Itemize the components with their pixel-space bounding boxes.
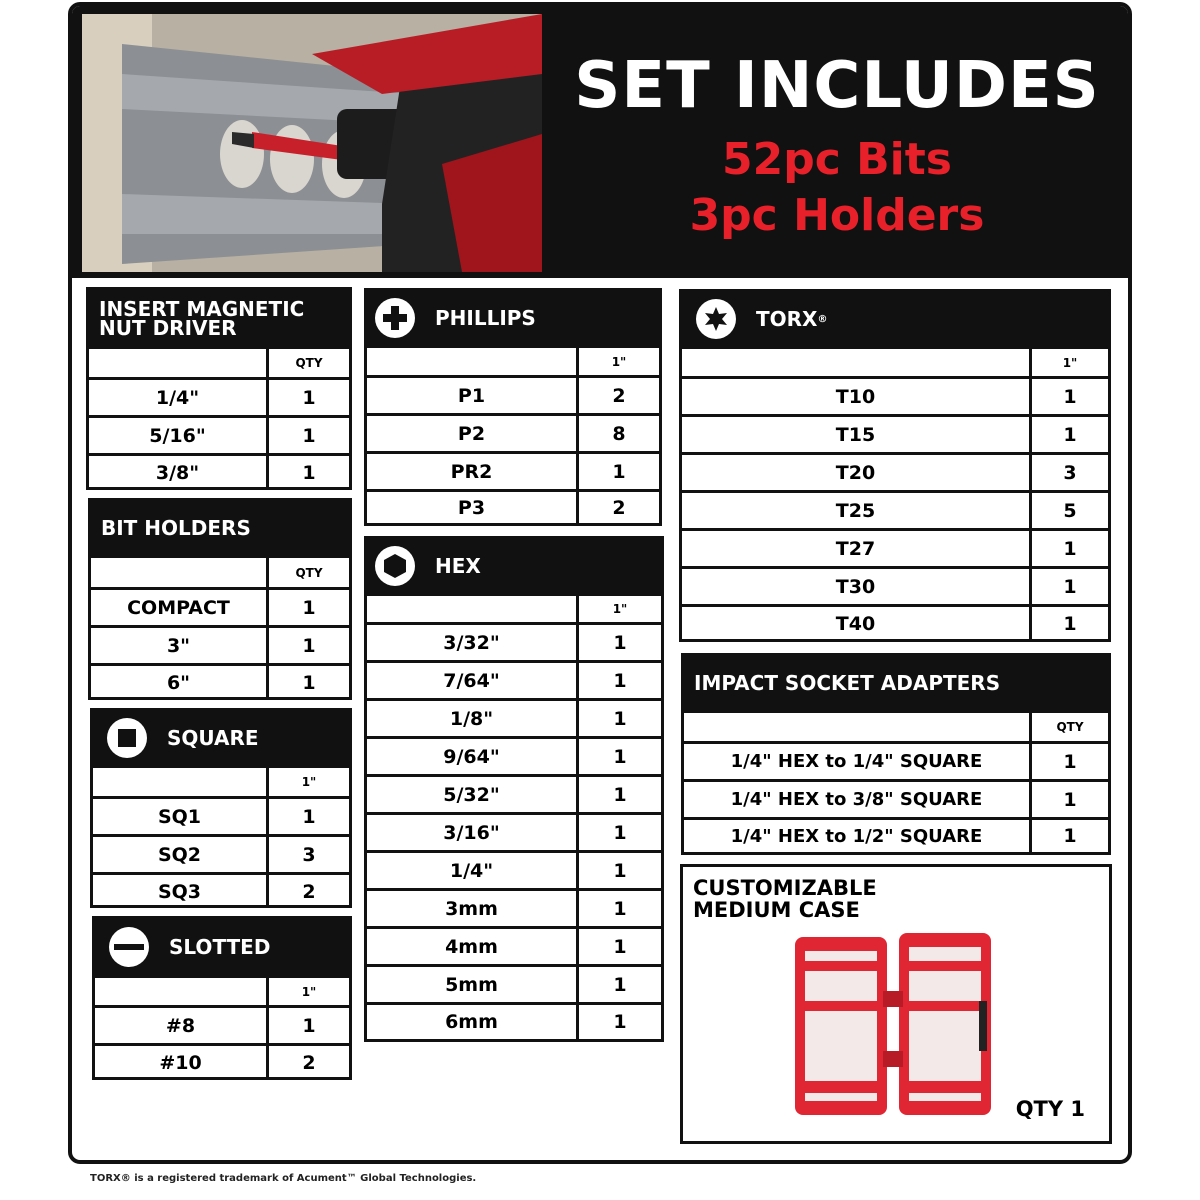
table-row — [367, 964, 661, 1002]
qty-cell: 1 — [302, 596, 316, 619]
table-row — [89, 453, 349, 490]
phillips-table — [364, 288, 662, 526]
hex-bit-icon — [375, 546, 415, 586]
qty-cell: 1 — [1063, 385, 1077, 408]
qty-cell: 1 — [613, 669, 627, 692]
qty-cell: 1 — [302, 805, 316, 828]
table-row — [684, 741, 1108, 779]
size-cell: #10 — [95, 1046, 269, 1080]
empty-header-cell — [95, 978, 269, 1005]
length-header: 1" — [612, 602, 628, 616]
qty-cell: 8 — [612, 422, 626, 445]
empty-header-cell — [367, 596, 579, 622]
table-row — [367, 926, 661, 964]
table-row — [89, 415, 349, 453]
table-row — [684, 779, 1108, 817]
qty-cell: 2 — [302, 880, 316, 903]
length-header: 1" — [301, 775, 317, 789]
table-row — [91, 587, 349, 625]
size-cell: P2 — [367, 416, 579, 451]
phillips-title: PHILLIPS — [435, 305, 536, 330]
table-row — [367, 375, 659, 413]
qty-cell: 1 — [1063, 537, 1077, 560]
size-cell: SQ3 — [93, 875, 269, 908]
table-row — [682, 528, 1108, 566]
size-cell: SQ1 — [93, 799, 269, 834]
size-cell: T27 — [682, 531, 1032, 566]
qty-cell: 1 — [613, 973, 627, 996]
phillips-bit-icon — [375, 298, 415, 338]
hex-heading — [367, 539, 661, 593]
qty-cell: 1 — [1063, 825, 1077, 847]
hex-table — [364, 536, 664, 1042]
length-header: 1" — [611, 354, 627, 369]
qty-cell: 1 — [302, 462, 316, 484]
size-cell: 5/16" — [89, 418, 269, 453]
table-subheader — [91, 555, 349, 587]
table-row — [367, 888, 661, 926]
square-title: SQUARE — [167, 725, 259, 750]
slotted-bit-icon — [109, 927, 149, 967]
product-photo — [82, 14, 542, 272]
nut-driver-heading: INSERT MAGNETIC NUT DRIVER — [89, 290, 349, 346]
size-cell: T30 — [682, 569, 1032, 604]
holder-cell: 3" — [91, 628, 269, 663]
length-header: 1" — [1062, 355, 1078, 370]
size-cell: 3/32" — [367, 625, 579, 660]
adapter-cell: 1/4" HEX to 1/2" SQUARE — [684, 820, 1032, 852]
square-heading — [93, 711, 349, 765]
qty-cell: 1 — [1063, 613, 1077, 635]
qty-cell: 3 — [302, 843, 316, 866]
table-subheader — [89, 346, 349, 377]
size-cell: 1/8" — [367, 701, 579, 736]
table-subheader — [367, 345, 659, 375]
table-row — [91, 663, 349, 700]
size-cell: 3/16" — [367, 815, 579, 850]
qty-cell: 1 — [613, 935, 627, 958]
qty-cell: 1 — [1063, 788, 1077, 811]
case-title: CUSTOMIZABLE MEDIUM CASE — [693, 876, 877, 922]
qty-cell: 1 — [613, 745, 627, 768]
qty-cell: 1 — [1063, 423, 1077, 446]
size-cell: PR2 — [367, 454, 579, 489]
adapter-cell: 1/4" HEX to 3/8" SQUARE — [684, 782, 1032, 817]
qty-cell: 1 — [613, 821, 627, 844]
qty-cell: 1 — [302, 424, 316, 447]
qty-cell: 2 — [302, 1052, 316, 1074]
phillips-heading — [367, 291, 659, 345]
size-cell: #8 — [95, 1008, 269, 1043]
length-header: 1" — [301, 984, 317, 999]
holder-cell: 6" — [91, 666, 269, 700]
table-row — [367, 736, 661, 774]
torx-heading — [682, 292, 1108, 346]
qty-cell: 3 — [1063, 461, 1077, 484]
size-cell: 5/32" — [367, 777, 579, 812]
empty-header-cell — [89, 349, 269, 377]
torx-title: TORX — [756, 306, 818, 331]
size-cell: T25 — [682, 493, 1032, 528]
table-row — [367, 413, 659, 451]
qty-cell: 2 — [612, 384, 626, 407]
table-row — [95, 1005, 349, 1043]
qty-cell: 1 — [612, 460, 626, 483]
qty-cell: 1 — [1063, 750, 1077, 773]
table-row — [367, 698, 661, 736]
adapter-cell: 1/4" HEX to 1/4" SQUARE — [684, 744, 1032, 779]
qty-cell: 1 — [613, 707, 627, 730]
table-row — [367, 489, 659, 523]
square-bit-icon — [107, 718, 147, 758]
size-cell: 1/4" — [367, 853, 579, 888]
size-cell: 6mm — [367, 1005, 579, 1039]
qty-cell: 1 — [613, 631, 627, 654]
empty-header-cell — [93, 768, 269, 796]
size-cell: P3 — [367, 492, 579, 523]
size-cell: T40 — [682, 607, 1032, 641]
qty-cell: 1 — [613, 1011, 627, 1033]
holder-cell: COMPACT — [91, 590, 269, 625]
empty-header-cell — [367, 348, 579, 375]
qty-cell: 1 — [1063, 575, 1077, 598]
bit-holders-table — [88, 498, 352, 700]
registered-mark: ® — [817, 313, 828, 325]
qty-header: QTY — [295, 565, 323, 580]
table-row — [367, 622, 661, 660]
size-cell: 5mm — [367, 967, 579, 1002]
bits-count: 52pc Bits — [722, 134, 952, 185]
slotted-heading — [95, 919, 349, 975]
empty-header-cell — [682, 349, 1032, 376]
qty-cell: 1 — [302, 634, 316, 657]
size-cell: 9/64" — [367, 739, 579, 774]
size-cell: SQ2 — [93, 837, 269, 872]
table-row — [367, 812, 661, 850]
qty-cell: 1 — [302, 672, 316, 694]
size-cell: T10 — [682, 379, 1032, 414]
table-row — [89, 377, 349, 415]
table-row — [682, 566, 1108, 604]
qty-cell: 1 — [302, 1014, 316, 1037]
table-subheader — [367, 593, 661, 622]
size-cell: P1 — [367, 378, 579, 413]
size-cell: 1/4" — [89, 380, 269, 415]
qty-header: QTY — [295, 356, 323, 370]
table-subheader — [93, 765, 349, 796]
table-subheader — [682, 346, 1108, 376]
table-row — [367, 850, 661, 888]
table-row — [93, 872, 349, 908]
table-subheader — [95, 975, 349, 1005]
table-row — [367, 660, 661, 698]
table-row — [682, 452, 1108, 490]
table-row — [367, 774, 661, 812]
size-cell: T20 — [682, 455, 1032, 490]
table-row — [93, 796, 349, 834]
size-cell: 3/8" — [89, 456, 269, 490]
table-row — [684, 817, 1108, 852]
torx-table — [679, 289, 1111, 642]
table-subheader — [684, 710, 1108, 741]
set-includes-title: SET INCLUDES — [574, 49, 1100, 123]
empty-header-cell — [91, 558, 269, 587]
square-table — [90, 708, 352, 908]
torx-bit-icon — [696, 299, 736, 339]
size-cell: T15 — [682, 417, 1032, 452]
size-cell: 7/64" — [367, 663, 579, 698]
table-row — [682, 604, 1108, 641]
impact-driver-illustration — [82, 14, 542, 272]
slotted-table — [92, 916, 352, 1080]
slotted-title: SLOTTED — [169, 934, 271, 959]
nut-driver-table — [86, 287, 352, 490]
table-row — [91, 625, 349, 663]
size-cell: 4mm — [367, 929, 579, 964]
empty-header-cell — [684, 713, 1032, 741]
table-row — [95, 1043, 349, 1080]
header-banner — [72, 6, 1128, 278]
table-row — [367, 1002, 661, 1039]
table-row — [93, 834, 349, 872]
qty-header: QTY — [1056, 720, 1084, 734]
qty-cell: 1 — [613, 859, 627, 882]
adapters-heading: IMPACT SOCKET ADAPTERS — [684, 656, 1108, 710]
adapters-table — [681, 653, 1111, 855]
qty-cell: 1 — [302, 386, 316, 409]
qty-cell: 1 — [613, 783, 627, 806]
holders-count: 3pc Holders — [689, 190, 985, 241]
qty-cell: 2 — [612, 496, 626, 519]
size-cell: 3mm — [367, 891, 579, 926]
bit-holders-heading: BIT HOLDERS — [91, 501, 349, 555]
hex-title: HEX — [435, 553, 481, 578]
trademark-footnote: TORX® is a registered trademark of Acument™ Global Technologies. — [90, 1173, 477, 1184]
case-qty: QTY 1 — [1015, 1097, 1085, 1121]
table-row — [682, 414, 1108, 452]
red-case-illustration — [793, 931, 993, 1121]
table-row — [367, 451, 659, 489]
qty-cell: 5 — [1063, 499, 1077, 522]
qty-cell: 1 — [613, 897, 627, 920]
case-panel — [680, 864, 1112, 1144]
table-row — [682, 376, 1108, 414]
table-row — [682, 490, 1108, 528]
